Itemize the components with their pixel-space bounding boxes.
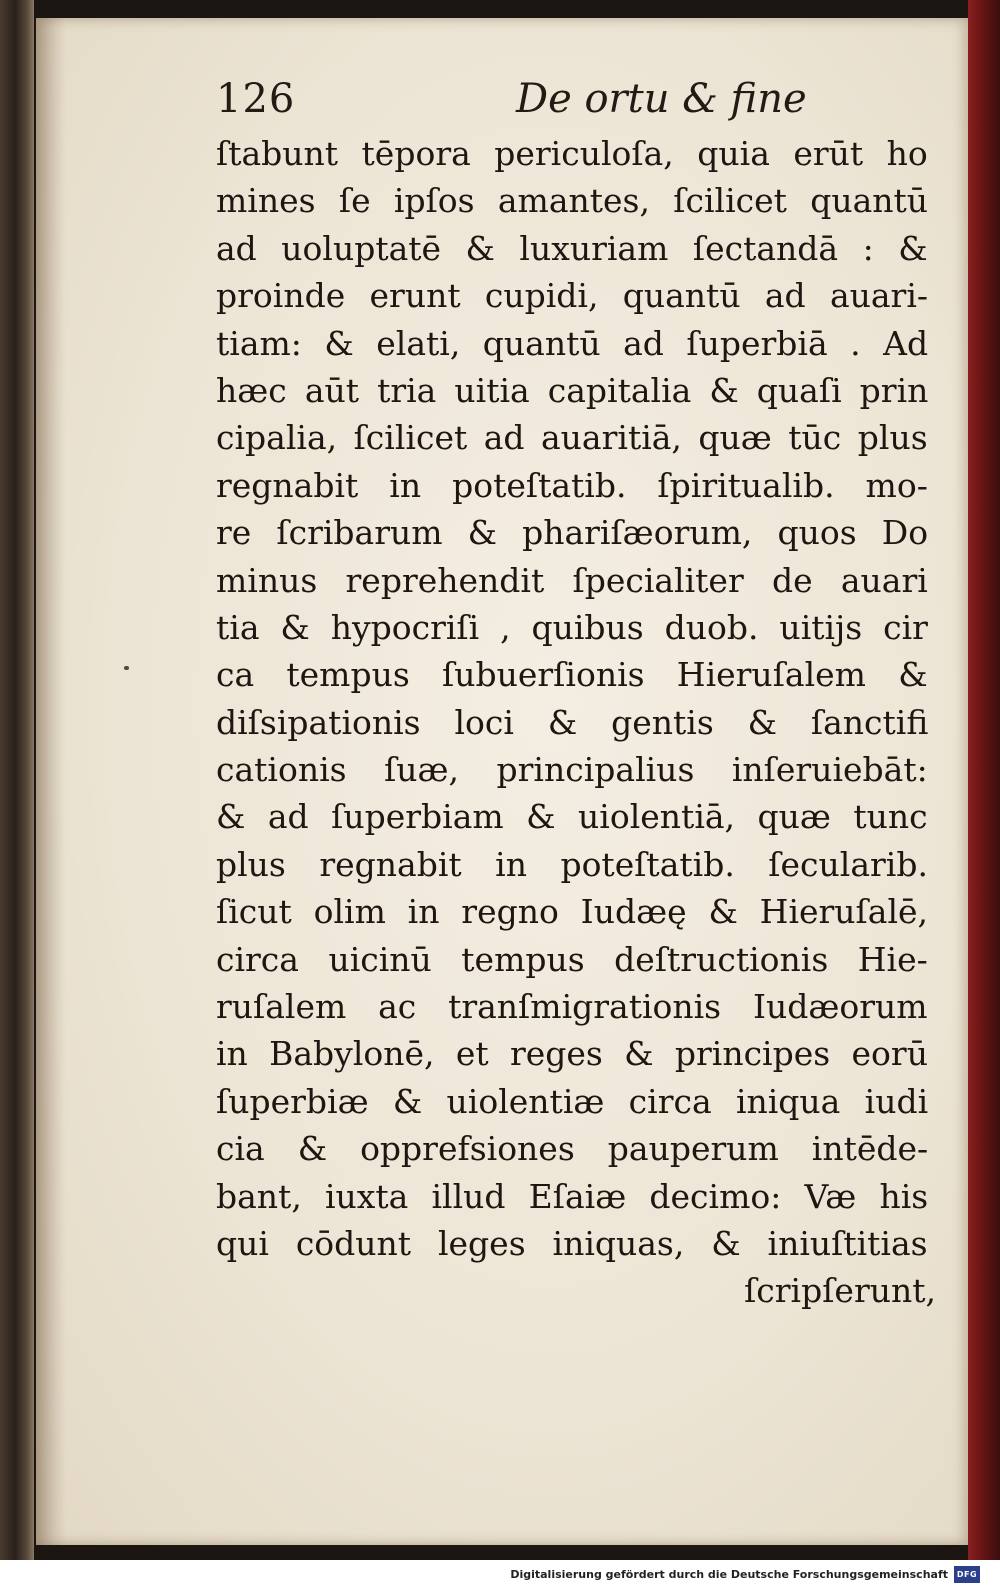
text-line: ruſalem ac tranſmigrationis Iudæorum [216,987,928,1027]
book-spine-edge [0,0,34,1560]
text-line: qui cōdunt leges iniquas, & iniuſtitias [216,1223,928,1263]
text-line: tiam: & elati, quantū ad ſuperbiā . Ad [216,323,929,363]
page-number: 126 [216,76,296,122]
text-line: in Babylonē, et reges & principes eorū [216,1034,928,1074]
body-text [216,130,936,1315]
text-line: tia & hypocriſi , quibus duob. uitijs cir [216,607,928,647]
running-head: De ortu & fine [516,76,807,122]
text-line: diſsipationis loci & gentis & ſanctifi [216,702,929,742]
text-line: ca tempus ſubuerſionis Hieruſalem & [216,655,928,695]
text-line: plus regnabit in poteſtatib. ſecularib. [216,844,928,884]
text-line: regnabit in poteſtatib. ſpiritualib. mo- [216,465,928,505]
funding-credit: Digitalisierung gefördert durch die Deutsche Forschungsgemeinschaft [510,1568,948,1581]
text-line: circa uicinū tempus deſtructionis Hie- [216,939,928,979]
digitization-footer [0,1560,1000,1592]
text-line: ad uoluptatē & luxuriam ſectandā : & [216,228,928,268]
catchword: ſcripſerunt, [744,1271,936,1311]
text-line: ſuperbiæ & uiolentiæ circa iniqua iudi [216,1081,929,1121]
page-gutter-shadow [36,18,66,1545]
text-line: hæc aūt tria uitia capitalia & quaſi prin [216,370,929,410]
text-line: minus reprehendit ſpecialiter de auari [216,560,928,600]
text-line: cia & opprefsiones pauperum intēde- [216,1129,929,1169]
dfg-logo-icon: DFG [954,1566,980,1583]
text-line: cationis ſuæ, principalius inſeruiebāt: [216,750,928,790]
text-line: re ſcribarum & phariſæorum, quos Do [216,513,929,553]
text-line: bant, iuxta illud Eſaiæ decimo: Væ his [216,1176,929,1216]
text-line: mines ſe ipſos amantes, ſcilicet quantū [216,181,929,221]
text-line: & ad ſuperbiam & uiolentiā, quæ tunc [216,797,928,837]
book-cover-edge [968,0,1000,1560]
text-line: ſicut olim in regno Iudæę & Hieruſalē, [216,892,929,932]
text-line: ſtabunt tēpora periculoſa, quia erūt ho [216,134,928,173]
text-line: proinde erunt cupidi, quantū ad auari- [216,276,929,316]
page-header [216,76,936,132]
text-line: cipalia, ſcilicet ad auaritiā, quæ tūc plus [216,418,928,458]
ink-speck [124,666,129,670]
